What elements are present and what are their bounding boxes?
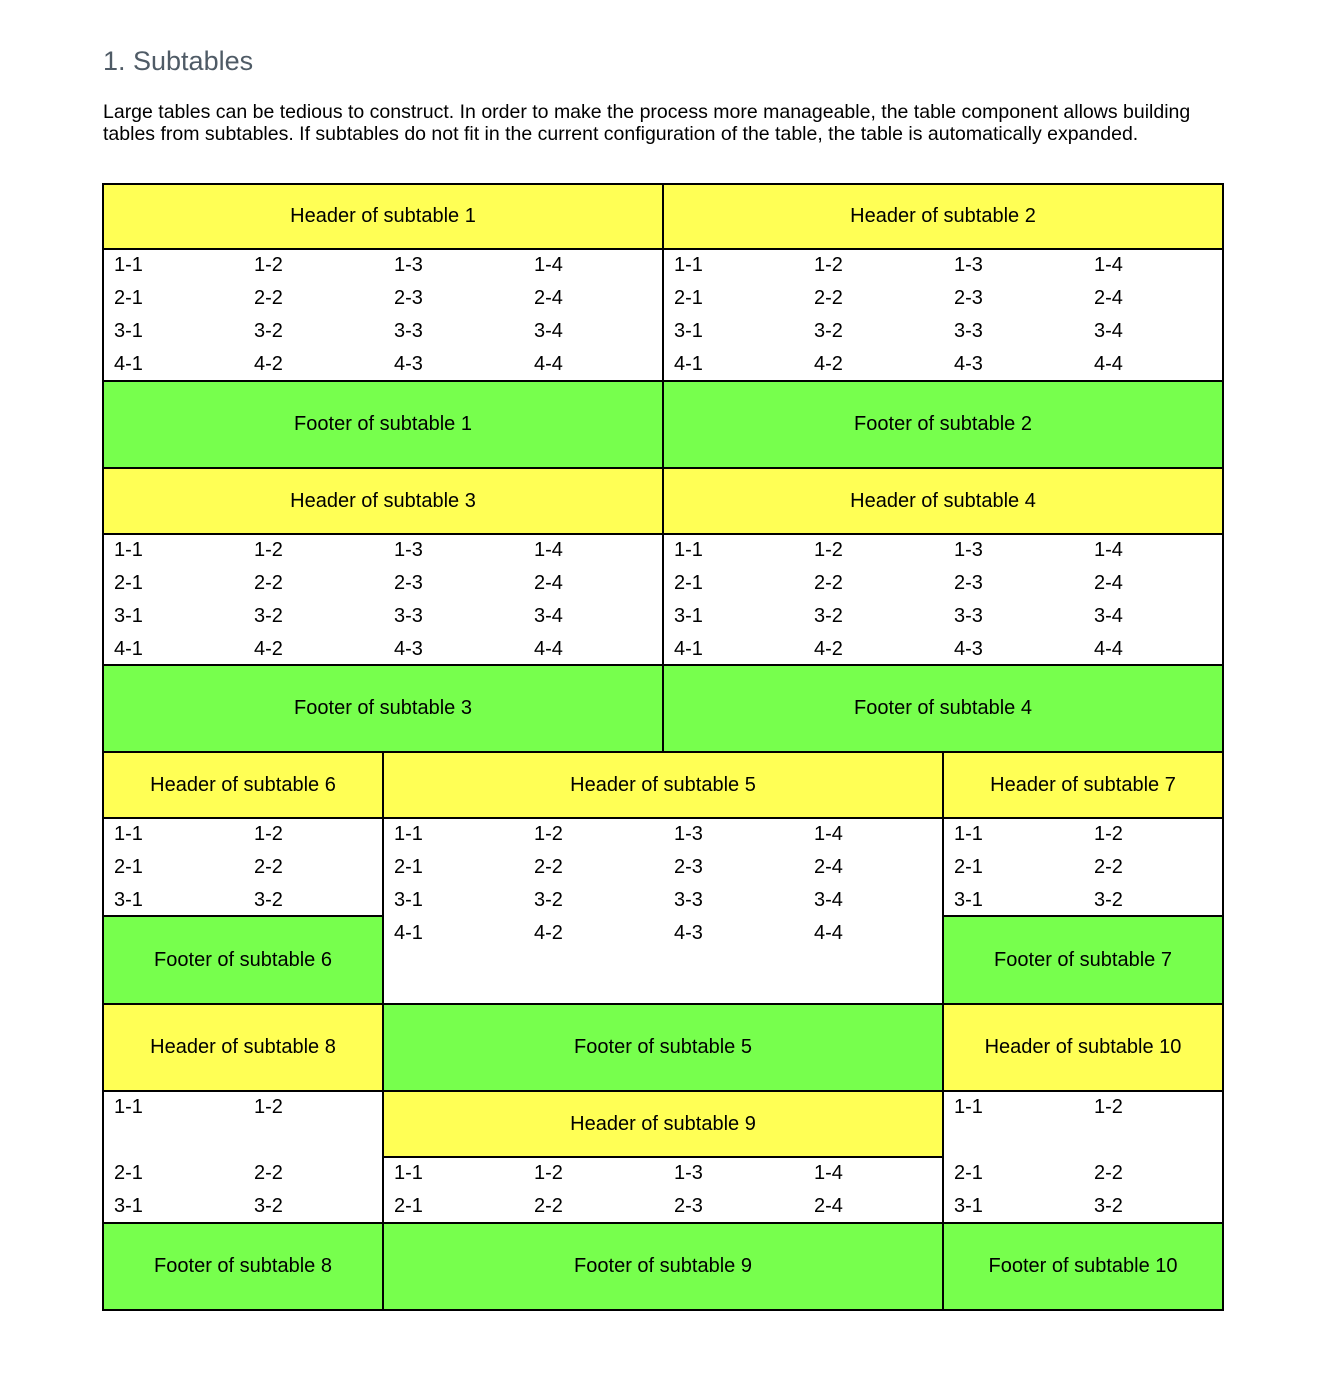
subtable-5-cell-4-4: 4-4 [814,922,843,944]
subtable-1-body [103,249,663,381]
grid-line [102,817,1224,819]
subtable-1-cell-1-1: 1-1 [114,254,143,276]
subtable-9-cell-2-1: 2-1 [394,1195,423,1217]
subtable-4-body [663,534,1223,665]
subtable-2-header: Header of subtable 2 [663,184,1223,249]
subtable-9-footer: Footer of subtable 9 [383,1223,943,1310]
subtable-1-cell-3-1: 3-1 [114,320,143,342]
subtable-3-cell-1-2: 1-2 [254,539,283,561]
subtable-3-cell-4-1: 4-1 [114,638,143,660]
subtable-2-cell-3-4: 3-4 [1094,320,1123,342]
subtable-3-cell-2-1: 2-1 [114,572,143,594]
subtable-3-cell-3-2: 3-2 [254,605,283,627]
subtable-7-cell-3-2: 3-2 [1094,889,1123,911]
subtable-2-cell-1-2: 1-2 [814,254,843,276]
subtable-8-footer: Footer of subtable 8 [103,1223,383,1310]
subtable-10-cell-1-2: 1-2 [1094,1096,1123,1118]
subtable-2-cell-3-1: 3-1 [674,320,703,342]
subtable-2-cell-2-3: 2-3 [954,287,983,309]
subtable-2-cell-3-3: 3-3 [954,320,983,342]
subtable-1-footer: Footer of subtable 1 [103,381,663,468]
subtable-4-cell-4-2: 4-2 [814,638,843,660]
subtable-8-body [103,1091,383,1223]
subtable-4-cell-3-1: 3-1 [674,605,703,627]
subtable-9-cell-1-3: 1-3 [674,1162,703,1184]
subtable-6-cell-1-2: 1-2 [254,823,283,845]
subtable-6-cell-3-2: 3-2 [254,889,283,911]
subtable-5-header: Header of subtable 5 [383,752,943,818]
subtable-3-cell-3-3: 3-3 [394,605,423,627]
subtable-4-cell-1-2: 1-2 [814,539,843,561]
subtable-4-header: Header of subtable 4 [663,468,1223,534]
subtable-10-cell-2-1: 2-1 [954,1162,983,1184]
subtable-2-cell-1-1: 1-1 [674,254,703,276]
subtable-4-cell-1-1: 1-1 [674,539,703,561]
subtable-6-cell-3-1: 3-1 [114,889,143,911]
subtable-5-cell-1-4: 1-4 [814,823,843,845]
subtable-2-cell-2-2: 2-2 [814,287,843,309]
subtable-9-cell-1-1: 1-1 [394,1162,423,1184]
grid-line [942,915,1224,917]
subtable-2-cell-4-3: 4-3 [954,353,983,375]
subtable-9-header: Header of subtable 9 [383,1091,943,1157]
subtable-2-cell-1-3: 1-3 [954,254,983,276]
subtable-4-cell-4-3: 4-3 [954,638,983,660]
grid-line [102,1090,384,1092]
subtable-3-cell-4-2: 4-2 [254,638,283,660]
subtable-9-cell-2-2: 2-2 [534,1195,563,1217]
subtable-3-cell-3-4: 3-4 [534,605,563,627]
subtable-1-cell-1-3: 1-3 [394,254,423,276]
subtable-2-footer: Footer of subtable 2 [663,381,1223,468]
grid-line [942,1090,1224,1092]
grid-line [942,751,944,1311]
subtable-2-cell-4-4: 4-4 [1094,353,1123,375]
subtable-3-cell-2-3: 2-3 [394,572,423,594]
subtable-5-cell-3-4: 3-4 [814,889,843,911]
subtable-1-cell-3-2: 3-2 [254,320,283,342]
grid-line [102,915,384,917]
subtable-2-cell-4-1: 4-1 [674,353,703,375]
subtable-4-cell-2-3: 2-3 [954,572,983,594]
subtable-7-cell-2-2: 2-2 [1094,856,1123,878]
subtable-4-cell-2-4: 2-4 [1094,572,1123,594]
subtable-6-header: Header of subtable 6 [103,752,383,818]
subtable-8-cell-2-1: 2-1 [114,1162,143,1184]
subtable-2-cell-3-2: 3-2 [814,320,843,342]
subtable-9-cell-1-4: 1-4 [814,1162,843,1184]
subtable-7-cell-2-1: 2-1 [954,856,983,878]
subtable-4-cell-1-4: 1-4 [1094,539,1123,561]
subtable-1-header: Header of subtable 1 [103,184,663,249]
subtable-3-cell-1-3: 1-3 [394,539,423,561]
subtable-7-footer: Footer of subtable 7 [943,916,1223,1004]
subtable-10-footer: Footer of subtable 10 [943,1223,1223,1310]
subtable-5-cell-3-2: 3-2 [534,889,563,911]
subtable-1-cell-2-1: 2-1 [114,287,143,309]
subtable-7-cell-1-2: 1-2 [1094,823,1123,845]
subtable-4-cell-3-3: 3-3 [954,605,983,627]
subtable-1-cell-2-3: 2-3 [394,287,423,309]
grid-line [382,1156,944,1158]
subtable-5-cell-2-1: 2-1 [394,856,423,878]
grid-line [102,183,104,1311]
subtable-10-cell-3-2: 3-2 [1094,1195,1123,1217]
subtable-1-cell-3-3: 3-3 [394,320,423,342]
subtable-1-cell-1-2: 1-2 [254,254,283,276]
grid-line [102,1222,1224,1224]
subtable-1-cell-4-3: 4-3 [394,353,423,375]
subtable-7-header: Header of subtable 7 [943,752,1223,818]
subtable-5-cell-1-1: 1-1 [394,823,423,845]
subtable-5-cell-3-1: 3-1 [394,889,423,911]
subtable-1-cell-4-1: 4-1 [114,353,143,375]
subtable-6-body [103,818,383,916]
grid-line [662,183,664,753]
subtable-4-cell-2-2: 2-2 [814,572,843,594]
subtable-3-cell-3-1: 3-1 [114,605,143,627]
subtable-6-cell-1-1: 1-1 [114,823,143,845]
subtable-5-cell-4-1: 4-1 [394,922,423,944]
subtable-1-cell-3-4: 3-4 [534,320,563,342]
subtable-9-body [383,1157,943,1223]
subtable-5-cell-4-2: 4-2 [534,922,563,944]
subtable-9-cell-2-4: 2-4 [814,1195,843,1217]
subtable-3-cell-4-3: 4-3 [394,638,423,660]
subtable-8-cell-3-2: 3-2 [254,1195,283,1217]
subtable-3-body [103,534,663,665]
subtable-9-cell-1-2: 1-2 [534,1162,563,1184]
subtable-2-cell-2-1: 2-1 [674,287,703,309]
subtable-3-cell-4-4: 4-4 [534,638,563,660]
subtable-10-cell-2-2: 2-2 [1094,1162,1123,1184]
subtable-3-cell-2-4: 2-4 [534,572,563,594]
grid-line [382,751,384,1311]
subtable-2-cell-1-4: 1-4 [1094,254,1123,276]
page-title: 1. Subtables [103,46,254,76]
subtable-5-cell-1-3: 1-3 [674,823,703,845]
subtable-1-cell-2-2: 2-2 [254,287,283,309]
intro-paragraph: Large tables can be tedious to construct. In order to make the process more manageable, the table component allows building tables from subtables. If subtables do not fit in the current configuration of the table, the table is automatically expanded. [103,101,1191,145]
subtable-4-cell-1-3: 1-3 [954,539,983,561]
subtable-6-cell-2-2: 2-2 [254,856,283,878]
subtable-3-header: Header of subtable 3 [103,468,663,534]
subtable-1-cell-4-4: 4-4 [534,353,563,375]
grid-line [382,1090,944,1092]
subtable-3-cell-2-2: 2-2 [254,572,283,594]
subtable-5-cell-3-3: 3-3 [674,889,703,911]
subtable-3-cell-1-4: 1-4 [534,539,563,561]
subtable-6-cell-2-1: 2-1 [114,856,143,878]
subtable-4-cell-3-4: 3-4 [1094,605,1123,627]
grid-line [1222,183,1224,1311]
subtable-5-footer: Footer of subtable 5 [383,1004,943,1091]
subtable-8-cell-1-2: 1-2 [254,1096,283,1118]
subtable-10-cell-3-1: 3-1 [954,1195,983,1217]
subtable-4-cell-4-1: 4-1 [674,638,703,660]
subtable-8-cell-3-1: 3-1 [114,1195,143,1217]
subtable-5-cell-4-3: 4-3 [674,922,703,944]
grid-line [102,1309,1224,1311]
subtable-3-footer: Footer of subtable 3 [103,665,663,752]
subtable-4-cell-2-1: 2-1 [674,572,703,594]
subtable-10-header: Header of subtable 10 [943,1004,1223,1091]
subtable-3-cell-1-1: 1-1 [114,539,143,561]
subtable-8-cell-1-1: 1-1 [114,1096,143,1118]
subtable-5-cell-1-2: 1-2 [534,823,563,845]
subtable-1-cell-1-4: 1-4 [534,254,563,276]
subtable-8-cell-2-2: 2-2 [254,1162,283,1184]
subtable-4-cell-3-2: 3-2 [814,605,843,627]
subtable-5-cell-2-3: 2-3 [674,856,703,878]
subtable-7-cell-3-1: 3-1 [954,889,983,911]
subtable-8-header: Header of subtable 8 [103,1004,383,1091]
subtable-2-body [663,249,1223,381]
subtable-4-footer: Footer of subtable 4 [663,665,1223,752]
subtable-7-cell-1-1: 1-1 [954,823,983,845]
grid-line [102,1003,1224,1005]
subtable-5-cell-2-2: 2-2 [534,856,563,878]
subtable-7-body [943,818,1223,916]
subtable-6-footer: Footer of subtable 6 [103,916,383,1004]
subtable-5-body [383,818,943,1004]
subtable-10-body [943,1091,1223,1223]
subtable-4-cell-4-4: 4-4 [1094,638,1123,660]
subtable-5-cell-2-4: 2-4 [814,856,843,878]
subtable-1-cell-4-2: 4-2 [254,353,283,375]
subtable-2-cell-2-4: 2-4 [1094,287,1123,309]
subtable-10-cell-1-1: 1-1 [954,1096,983,1118]
subtable-1-cell-2-4: 2-4 [534,287,563,309]
subtable-9-cell-2-3: 2-3 [674,1195,703,1217]
subtable-2-cell-4-2: 4-2 [814,353,843,375]
